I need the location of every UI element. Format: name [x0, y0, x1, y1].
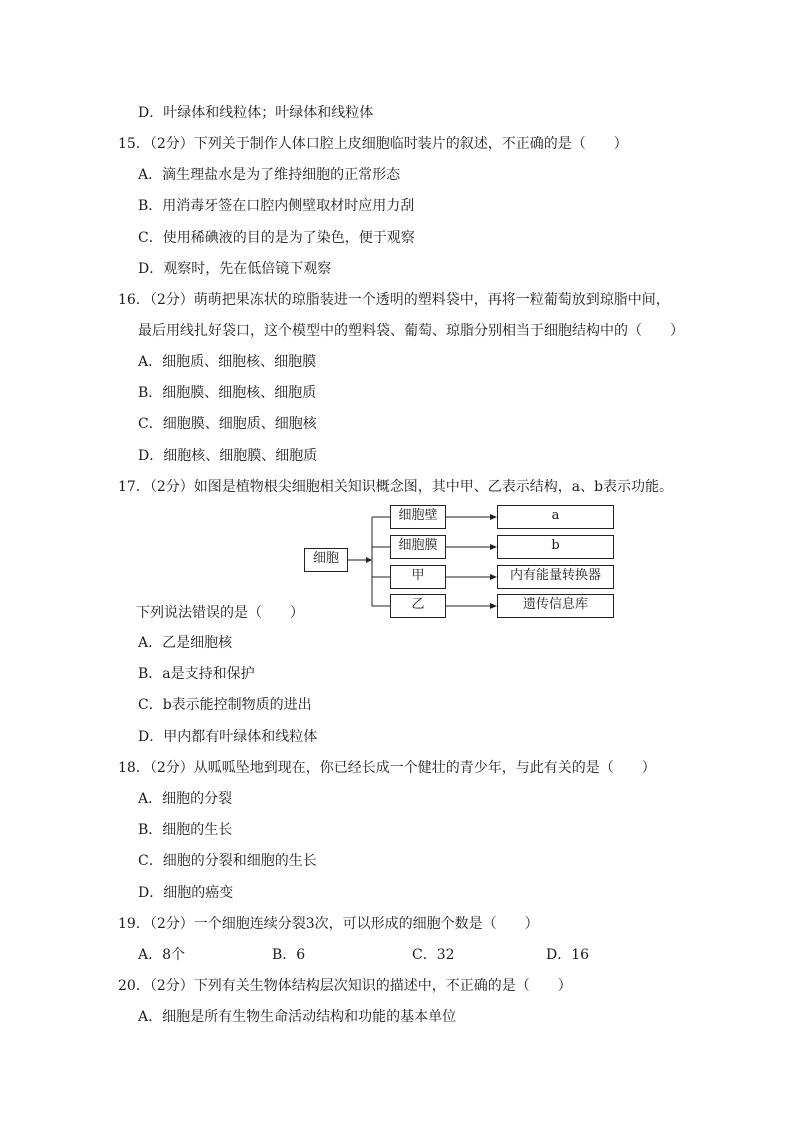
- q18-option-a: A．细胞的分裂: [138, 791, 233, 807]
- q19-option-a: A．8个: [138, 947, 186, 963]
- q17-option-d: D．甲内都有叶绿体和线粒体: [138, 729, 318, 745]
- concept-map-diagram: [300, 503, 620, 621]
- q15-option-b: B．用消毒牙签在口腔内侧壁取材时应用力刮: [138, 198, 415, 214]
- q19-stem: 19．（2分）一个细胞连续分裂3次，可以形成的细胞个数是（ ）: [118, 916, 539, 932]
- node-function-genetic: 遗传信息库: [497, 594, 614, 618]
- q17-prompt: 下列说法错误的是（ ）: [136, 605, 304, 621]
- node-structure-jia: 甲: [390, 565, 446, 589]
- q18-option-d: D．细胞的癌变: [138, 885, 234, 901]
- q16-option-a: A．细胞质、细胞核、细胞膜: [138, 354, 317, 370]
- q16-stem-line2: 最后用线扎好袋口，这个模型中的塑料袋、葡萄、琼脂分别相当于细胞结构中的（ ）: [138, 323, 684, 339]
- q15-option-c: C．使用稀碘液的目的是为了染色，便于观察: [138, 230, 415, 246]
- node-structure-yi: 乙: [390, 594, 446, 618]
- node-cell-membrane: 细胞膜: [390, 535, 446, 559]
- q19-option-b: B．6: [272, 947, 306, 963]
- node-function-b: b: [497, 535, 614, 559]
- q16-option-b: B．细胞膜、细胞核、细胞质: [138, 385, 317, 401]
- q17-stem: 17．（2分）如图是植物根尖细胞相关知识概念图，其中甲、乙表示结构，a、b表示功能。: [118, 479, 674, 495]
- q17-option-b: B．a是支持和保护: [138, 666, 255, 682]
- q15-option-d: D．观察时，先在低倍镜下观察: [138, 261, 332, 277]
- q15-stem: 15．（2分）下列关于制作人体口腔上皮细胞临时装片的叙述，不正确的是（ ）: [118, 136, 628, 152]
- q17-option-a: A．乙是细胞核: [138, 635, 233, 651]
- node-function-energy: 内有能量转换器: [497, 565, 614, 589]
- node-cell: 细胞: [304, 548, 348, 572]
- q15-option-a: A．滴生理盐水是为了维持细胞的正常形态: [138, 167, 401, 183]
- node-function-a: a: [497, 505, 614, 529]
- q14-option-d: D．叶绿体和线粒体；叶绿体和线粒体: [138, 105, 374, 121]
- q18-stem: 18．（2分）从呱呱坠地到现在，你已经长成一个健壮的青少年，与此有关的是（ ）: [118, 760, 656, 776]
- node-cell-wall: 细胞壁: [390, 505, 446, 529]
- q16-option-c: C．细胞膜、细胞质、细胞核: [138, 416, 317, 432]
- q16-stem-line1: 16．（2分）萌萌把果冻状的琼脂装进一个透明的塑料袋中，再将一粒葡萄放到琼脂中间，: [118, 292, 670, 308]
- q19-option-d: D．16: [546, 947, 590, 963]
- q16-option-d: D．细胞核、细胞膜、细胞质: [138, 448, 318, 464]
- q20-stem: 20．（2分）下列有关生物体结构层次知识的描述中，不正确的是（ ）: [118, 978, 572, 994]
- q20-option-a: A．细胞是所有生物生命活动结构和功能的基本单位: [138, 1009, 457, 1025]
- q18-option-c: C．细胞的分裂和细胞的生长: [138, 853, 317, 869]
- q18-option-b: B．细胞的生长: [138, 822, 233, 838]
- q17-option-c: C．b表示能控制物质的进出: [138, 697, 312, 713]
- q19-option-c: C．32: [412, 947, 455, 963]
